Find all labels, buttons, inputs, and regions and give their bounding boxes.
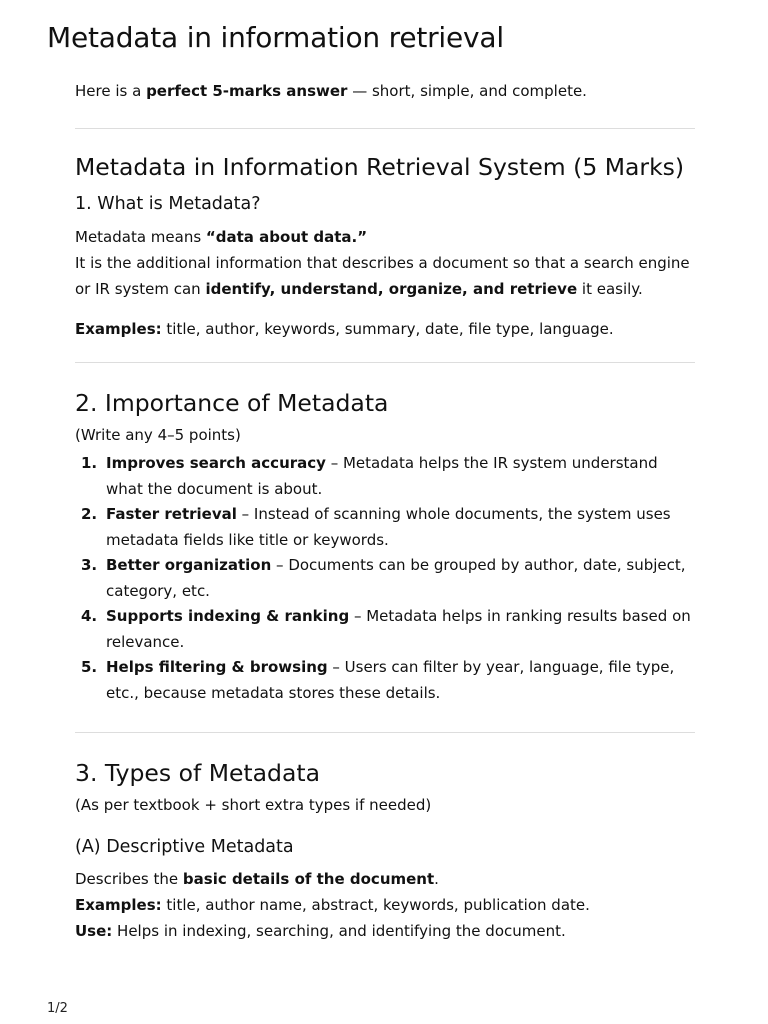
intro-paragraph bbox=[75, 78, 695, 104]
list-item-bold: Supports indexing & ranking bbox=[106, 607, 350, 625]
examples-label: Examples: bbox=[75, 320, 162, 338]
examples-text: title, author name, abstract, keywords, publication date. bbox=[161, 896, 590, 914]
list-item-bold: Faster retrieval bbox=[106, 505, 237, 523]
section1-heading: 1. What is Metadata? bbox=[75, 194, 261, 214]
subsection-a-heading: (A) Descriptive Metadata bbox=[75, 837, 294, 857]
divider bbox=[75, 732, 695, 733]
examples-text: title, author, keywords, summary, date, file type, language. bbox=[161, 320, 614, 338]
divider bbox=[75, 362, 695, 363]
section3-note: (As per textbook + short extra types if needed) bbox=[75, 796, 432, 814]
divider bbox=[75, 128, 695, 129]
list-item bbox=[75, 553, 695, 604]
list-item bbox=[75, 451, 695, 502]
list-item-text: – Metadata helps the IR system understand what the document is about. bbox=[106, 454, 658, 498]
page-title: Metadata in information retrieval bbox=[47, 21, 504, 54]
desc-bold: basic details of the document bbox=[182, 870, 435, 888]
list-item-text: – Instead of scanning whole documents, the system uses metadata fields like title or keywords. bbox=[106, 505, 671, 549]
description-suffix: it easily. bbox=[577, 280, 643, 298]
list-item bbox=[75, 604, 695, 655]
list-item-text: – Documents can be grouped by author, date, subject, category, etc. bbox=[106, 556, 686, 600]
examples-label: Examples: bbox=[75, 896, 162, 914]
section3-heading: 3. Types of Metadata bbox=[75, 759, 320, 787]
list-number: 5. bbox=[81, 658, 98, 676]
subsection-a-body bbox=[75, 866, 695, 944]
use-label: Use: bbox=[75, 922, 113, 940]
page-number: 1/2 bbox=[47, 1001, 68, 1016]
list-item-bold: Better organization bbox=[106, 556, 272, 574]
use-text: Helps in indexing, searching, and identifying the document. bbox=[112, 922, 566, 940]
description-prefix: It is the additional information that describes a document so that a search engine or IR system can bbox=[75, 254, 690, 298]
intro-suffix: — short, simple, and complete. bbox=[347, 82, 587, 100]
description-bold: identify, understand, organize, and retrieve bbox=[205, 280, 578, 298]
section2-note: (Write any 4–5 points) bbox=[75, 426, 241, 444]
intro-bold: perfect 5-marks answer bbox=[146, 82, 348, 100]
importance-list bbox=[75, 451, 695, 706]
desc-suffix: . bbox=[434, 870, 439, 888]
list-number: 2. bbox=[81, 505, 98, 523]
list-item-text: – Users can filter by year, language, file type, etc., because metadata stores these details. bbox=[106, 658, 675, 702]
list-item-text: – Metadata helps in ranking results based on relevance. bbox=[106, 607, 691, 651]
list-item-bold: Helps filtering & browsing bbox=[106, 658, 328, 676]
desc-prefix: Describes the bbox=[75, 870, 183, 888]
section2-heading: 2. Importance of Metadata bbox=[75, 389, 389, 417]
list-number: 1. bbox=[81, 454, 98, 472]
list-number: 4. bbox=[81, 607, 98, 625]
main-heading: Metadata in Information Retrieval System (5 Marks) bbox=[75, 153, 685, 181]
list-item-bold: Improves search accuracy bbox=[106, 454, 326, 472]
section1-examples bbox=[75, 316, 695, 342]
definition-prefix: Metadata means bbox=[75, 228, 206, 246]
list-item bbox=[75, 655, 695, 706]
intro-prefix: Here is a bbox=[75, 82, 147, 100]
list-number: 3. bbox=[81, 556, 98, 574]
list-item bbox=[75, 502, 695, 553]
section1-definition bbox=[75, 224, 695, 302]
document-body bbox=[75, 76, 695, 944]
definition-bold: “data about data.” bbox=[205, 228, 368, 246]
